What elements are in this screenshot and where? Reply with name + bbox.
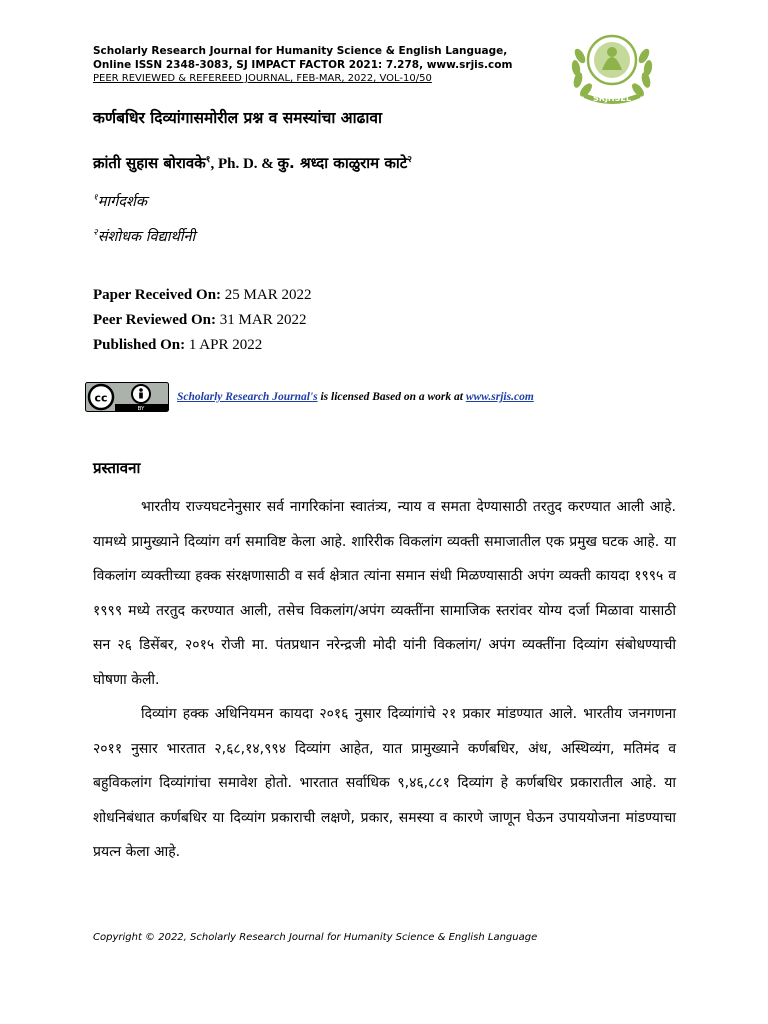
publication-dates xyxy=(93,283,311,358)
author-degree: , Ph. D. & xyxy=(210,156,278,172)
author-1-name: क्रांती सुहास बोरावके xyxy=(93,154,206,172)
author-line xyxy=(93,152,412,173)
journal-header xyxy=(93,44,533,86)
author-1-sup: १ xyxy=(205,154,211,164)
received-date-row xyxy=(93,283,311,308)
journal-name: Scholarly Research Journal for Humanity Science & English Language, xyxy=(93,45,508,57)
cc-by-license-icon[interactable] xyxy=(85,382,169,412)
affiliation-2-text: संशोधक विद्यार्थीनी xyxy=(97,228,196,245)
published-date-row xyxy=(93,333,311,358)
journal-logo-text: SRJHSEL xyxy=(593,94,631,103)
svg-text:cc: cc xyxy=(94,391,108,405)
journal-link[interactable]: Scholarly Research Journal's xyxy=(177,391,318,403)
published-label: Published On: xyxy=(93,337,186,353)
reviewed-date-row xyxy=(93,308,311,333)
license-middle-text: is licensed Based on a work at xyxy=(317,391,466,403)
published-value: 1 APR 2022 xyxy=(188,337,263,353)
cc-by-label: BY xyxy=(137,406,145,412)
journal-issn: Online ISSN 2348-3083, SJ IMPACT FACTOR 2021: 7.278, www.srjis.com xyxy=(93,59,513,71)
reviewed-value: 31 MAR 2022 xyxy=(219,312,307,328)
license-text xyxy=(177,391,534,403)
paragraph-2: दिव्यांग हक्क अधिनियमन कायदा २०१६ नुसार दिव्यांगांचे २१ प्रकार मांडण्यात आले. भारतीय जनगणना २०११ नुसार भारतात २,६८,१४,९९४ दिव्यांग आहेत, यात प्रामुख्याने कर्णबधिर, अंध, अस्थिव्यंग, मतिमंद व बहुविकलांग दिव्यांगांचा समावेश होतो. भारतात सर्वाधिक ९,४६,८८१ दिव्यांग हे कर्णबधिर प्रकारातील आहे. या शोधनिबंधात कर्णबधिर या दिव्यांग प्रकाराची लक्षणे, प्रकार, समस्या व कारणे जाणून घेऊन उपाययोजना मांडण्याचा प्रयत्न केला आहे. xyxy=(93,706,676,860)
paper-title: कर्णबधिर दिव्यांगासमोरील प्रश्न व समस्यांचा आढावा xyxy=(93,109,382,127)
received-value: 25 MAR 2022 xyxy=(224,287,312,303)
reviewed-label: Peer Reviewed On: xyxy=(93,312,217,328)
received-label: Paper Received On: xyxy=(93,287,222,303)
author-2-name: कु. श्रध्दा काळुराम काटे xyxy=(277,154,408,172)
author-2-sup: २ xyxy=(407,154,412,164)
body-text xyxy=(93,490,676,870)
affiliation-1-text: मार्गदर्शक xyxy=(97,193,147,210)
paragraph-1: भारतीय राज्यघटनेनुसार सर्व नागरिकांना स्वातंत्र्य, न्याय व समता देण्यासाठी तरतुद करण्यात आली आहे. यामध्ये प्रामुख्याने दिव्यांग वर्ग समाविष्ट केला आहे. शारिरीक विकलांग व्यक्ती समाजातील एक प्रमुख घटक आहे. या विकलांग व्यक्तीच्या हक्क संरक्षणासाठी व सर्व क्षेत्रात त्यांना समान संधी मिळण्यासाठी अपंग व्यक्ती कायदा १९९५ व १९९९ मध्ये तरतुद करण्यात आली, तसेच विकलांग/अपंग व्यक्तींना सामाजिक स्तरांवर योग्य दर्जा मिळावा यासाठी सन २६ डिसेंबर, २०१५ रोजी मा. पंतप्रधान नरेन्द्रजी मोदी यांनी विकलांग/ अपंग व्यक्तींना दिव्यांग संबोधण्याची घोषणा केली. xyxy=(93,499,676,688)
affiliation-1-sup: १ xyxy=(93,193,98,203)
affiliation-2-sup: २ xyxy=(93,228,98,238)
journal-volume: PEER REVIEWED & REFEREED JOURNAL, FEB-MAR, 2022, VOL-10/50 xyxy=(93,73,432,84)
srjis-website-link[interactable]: www.srjis.com xyxy=(465,391,534,403)
affiliation-2 xyxy=(93,225,195,246)
license-notice xyxy=(85,382,534,412)
affiliation-1 xyxy=(93,190,147,211)
copyright-footer: Copyright © 2022, Scholarly Research Journal for Humanity Science & English Language xyxy=(93,932,538,943)
section-heading: प्रस्तावना xyxy=(93,459,141,477)
